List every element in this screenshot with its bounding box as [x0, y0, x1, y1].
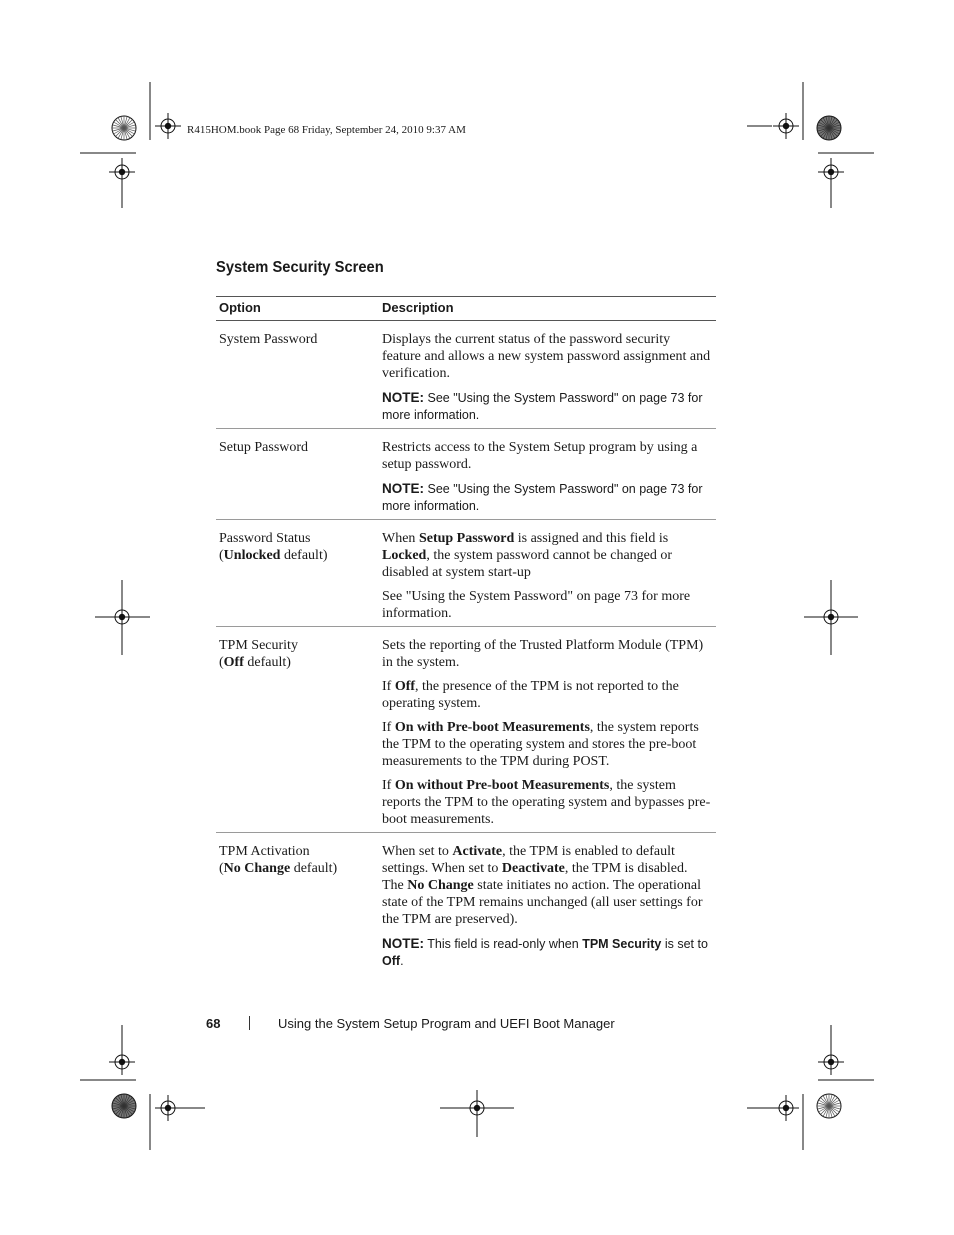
option-column-header: Option [216, 297, 379, 321]
table-row [216, 429, 716, 520]
option-name: TPM Security [219, 638, 298, 653]
description-text: If Off, the presence of the TPM is not reported to the operating system. [382, 679, 679, 711]
option-name: Setup Password [219, 440, 309, 455]
color-target-icon [112, 116, 136, 140]
description-cell [379, 520, 716, 627]
description-text: See "Using the System Password" on page 73 for more information. [382, 589, 691, 621]
description-text: Restricts access to the System Setup program by using a setup password. [382, 440, 698, 472]
footer-chapter-title: Using the System Setup Program and UEFI Boot Manager [278, 1016, 615, 1031]
footer-separator [249, 1016, 250, 1030]
page-number: 68 [206, 1016, 221, 1031]
table-row [216, 520, 716, 627]
table-row [216, 627, 716, 833]
option-cell [216, 321, 379, 429]
option-default: (Off default) [219, 655, 291, 670]
table-row [216, 321, 716, 429]
print-header: R415HOM.book Page 68 Friday, September 24, 2010 9:37 AM [187, 124, 466, 136]
option-cell [216, 833, 379, 975]
note-text: See "Using the System Password" on page 73 for more information. [382, 391, 703, 422]
option-name: TPM Activation [219, 844, 310, 859]
note-text: This field is read-only when TPM Security is set to Off. [382, 937, 708, 968]
note-label: NOTE: [382, 390, 424, 405]
option-cell [216, 627, 379, 833]
note [382, 935, 712, 970]
table-row [216, 833, 716, 975]
registration-mark-icon [773, 113, 799, 139]
description-text: Displays the current status of the password security feature and allows a new system password assignment and verification. [382, 332, 711, 381]
color-target-icon [112, 1094, 136, 1118]
color-target-icon [817, 116, 841, 140]
note-label: NOTE: [382, 481, 424, 496]
option-default: (Unlocked default) [219, 548, 328, 563]
option-cell [216, 520, 379, 627]
description-text: When set to Activate, the TPM is enabled to default settings. When set to Deactivate, the TPM is disabled. The No Change state initiates no action. The operational state of the TPM remains unchanged (all user settings for the TPM are preserved). [382, 844, 703, 927]
description-cell [379, 833, 716, 975]
options-table [216, 296, 716, 974]
description-text: If On with Pre-boot Measurements, the system reports the TPM to the operating system and stores the pre-boot measurements to the TPM during POST. [382, 720, 699, 769]
description-text: Sets the reporting of the Trusted Platform Module (TPM) in the system. [382, 638, 704, 670]
option-cell [216, 429, 379, 520]
note-text: See "Using the System Password" on page 73 for more information. [382, 482, 703, 513]
description-cell [379, 429, 716, 520]
note [382, 480, 712, 515]
registration-mark-icon [155, 113, 181, 139]
description-text: If On without Pre-boot Measurements, the system reports the TPM to the operating system and bypasses pre-boot measurements. [382, 778, 711, 827]
description-text: When Setup Password is assigned and this field is Locked, the system password cannot be changed or disabled at system start-up [382, 531, 673, 580]
note [382, 389, 712, 424]
section-title: System Security Screen [216, 259, 384, 276]
description-cell [379, 627, 716, 833]
description-column-header: Description [379, 297, 716, 321]
note-label: NOTE: [382, 936, 424, 951]
option-name: System Password [219, 332, 318, 347]
description-cell [379, 321, 716, 429]
table-header-row [216, 297, 716, 321]
option-name: Password Status [219, 531, 311, 546]
color-target-icon [817, 1094, 841, 1118]
option-default: (No Change default) [219, 861, 338, 876]
